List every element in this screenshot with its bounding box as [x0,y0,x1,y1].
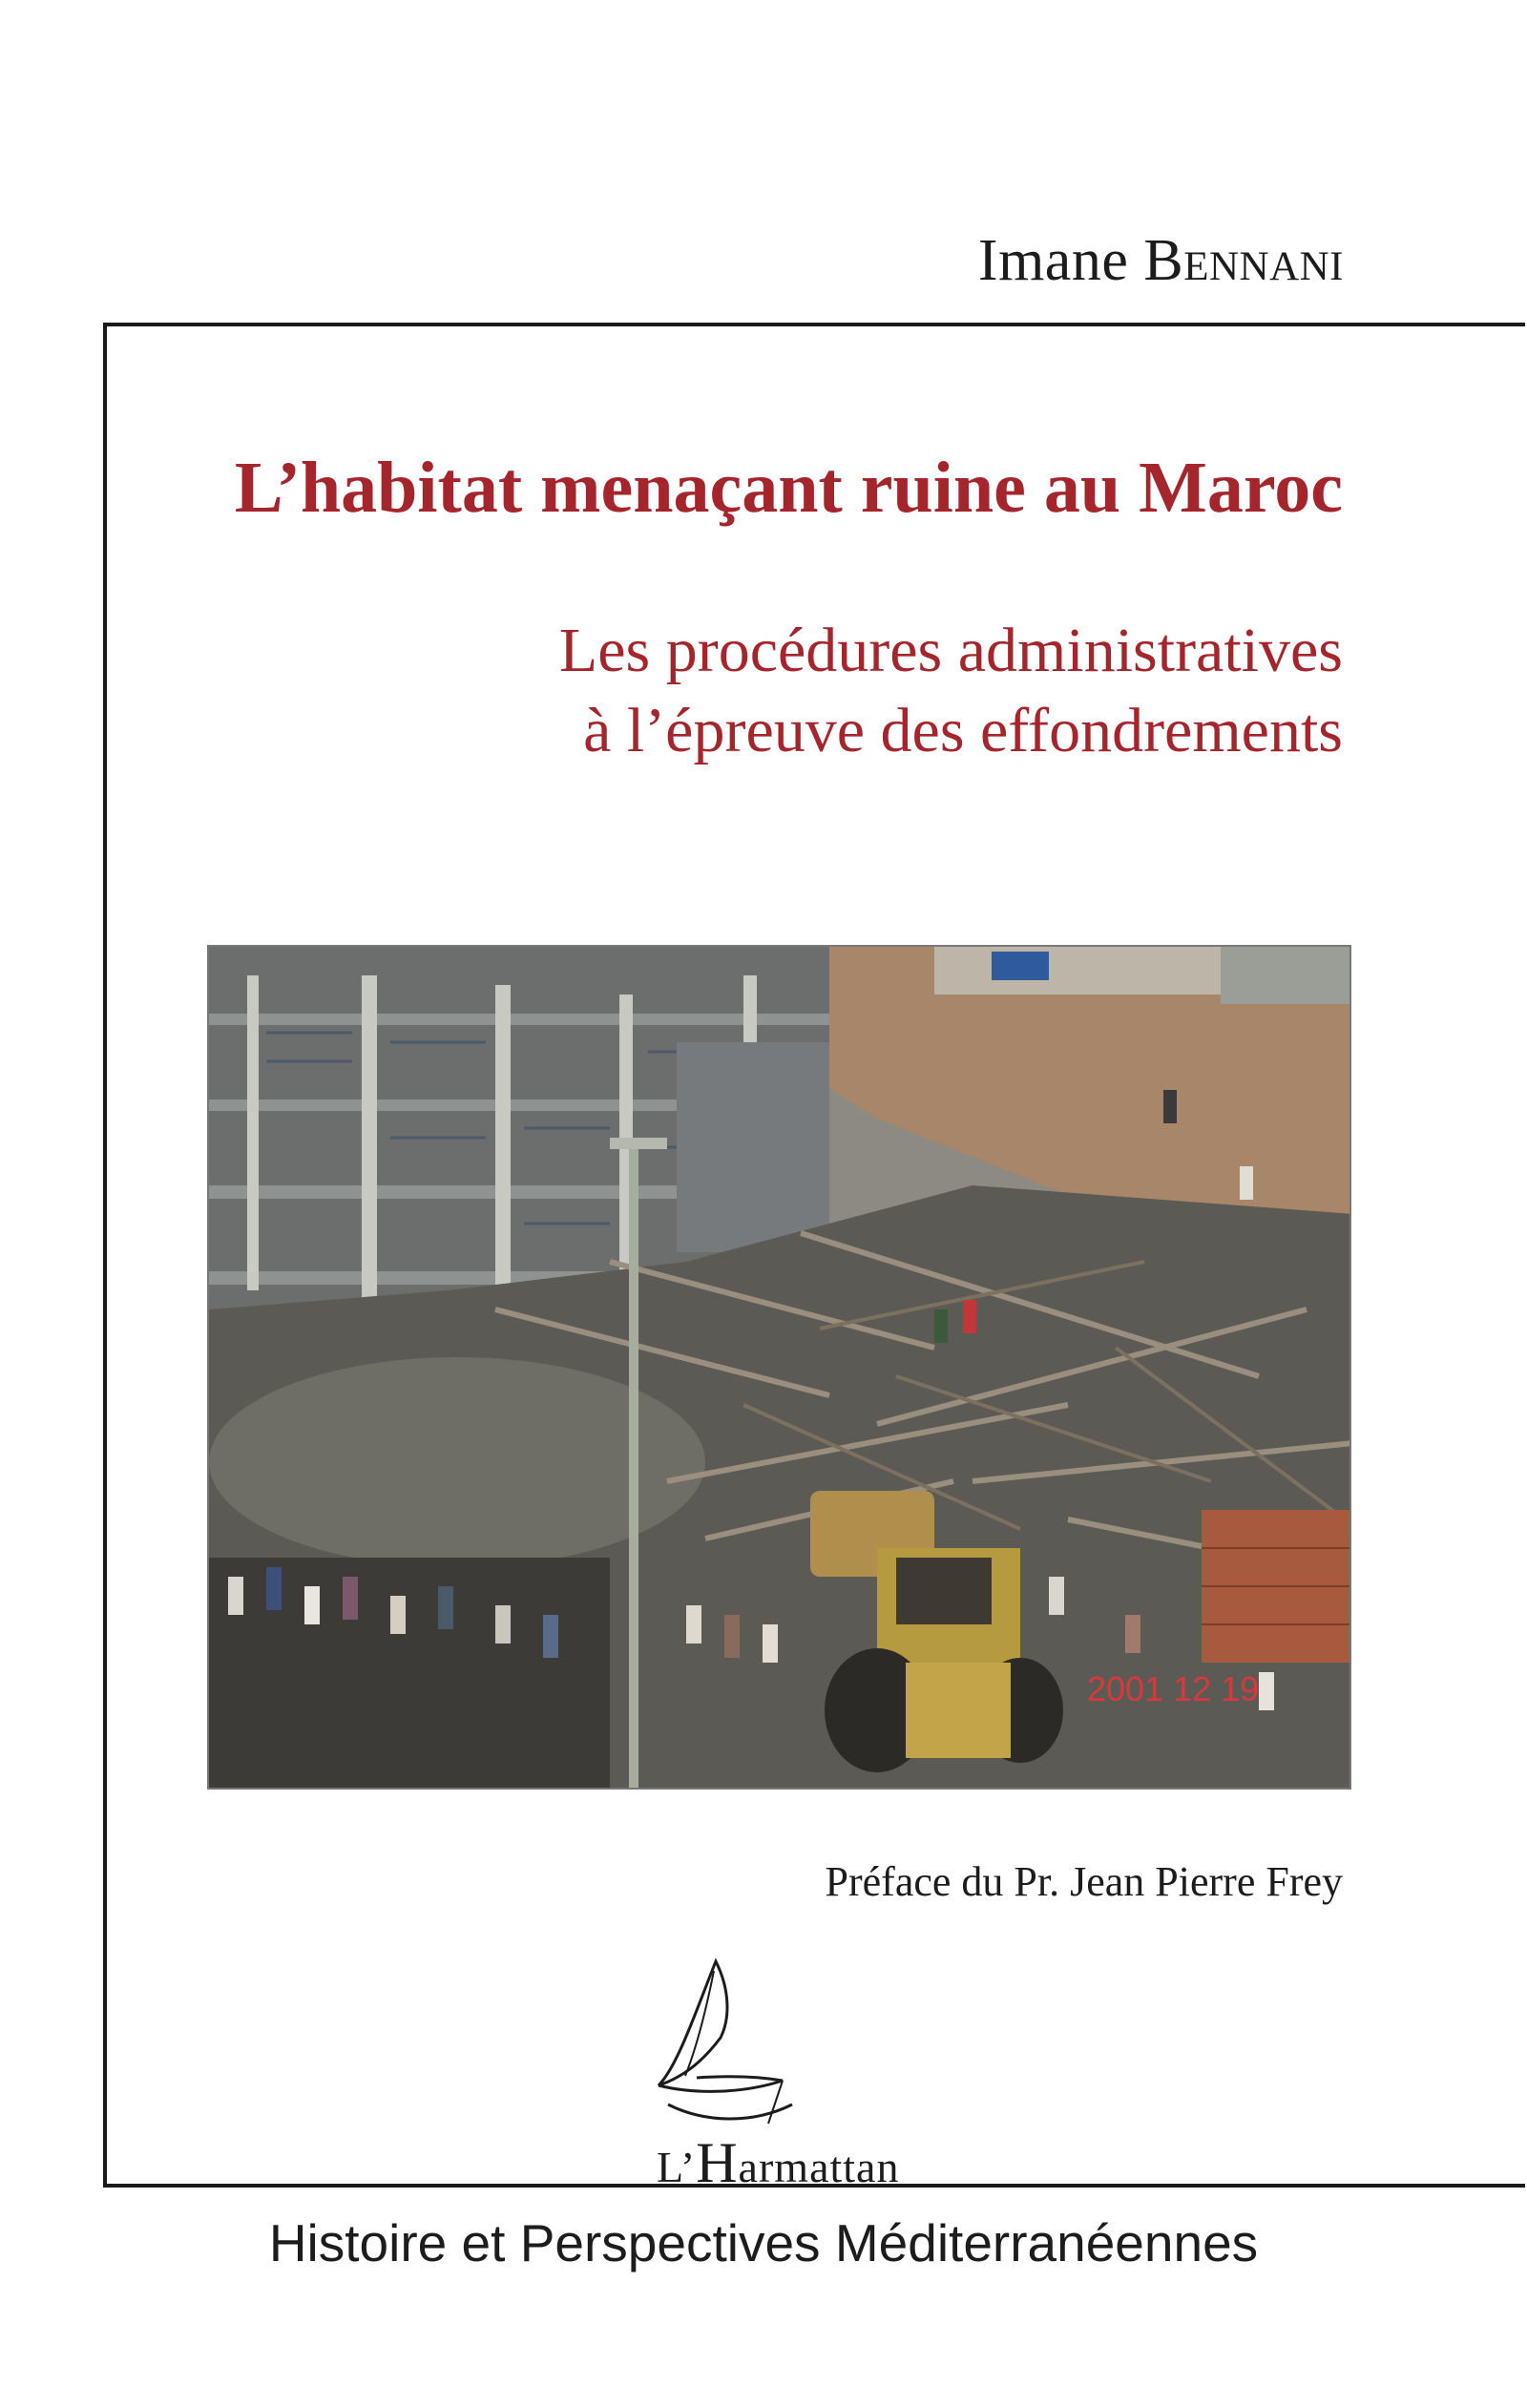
publisher-name [657,2130,899,2196]
publisher-initial: H [696,2131,739,2194]
photo-date-stamp: 2001 12 19 [1087,1669,1260,1708]
publisher-prefix: L’ [657,2143,697,2191]
author-name [978,227,1344,295]
preface-credit: Préface du Pr. Jean Pierre Frey [825,1858,1343,1905]
cover-photo [207,945,1351,1790]
publisher-rest: armattan [738,2143,900,2191]
book-title: L’habitat menaçant ruine au Maroc [234,448,1343,528]
subtitle-line-1: Les procédures administratives [558,616,1343,685]
book-subtitle [559,611,1343,771]
subtitle-line-2: à l’épreuve des effondrements [583,696,1343,765]
author-first-name: Imane [977,228,1129,293]
author-last-name: Bennani [1143,228,1344,293]
series-name: Histoire et Perspectives Méditerranéennes [268,2213,1259,2272]
